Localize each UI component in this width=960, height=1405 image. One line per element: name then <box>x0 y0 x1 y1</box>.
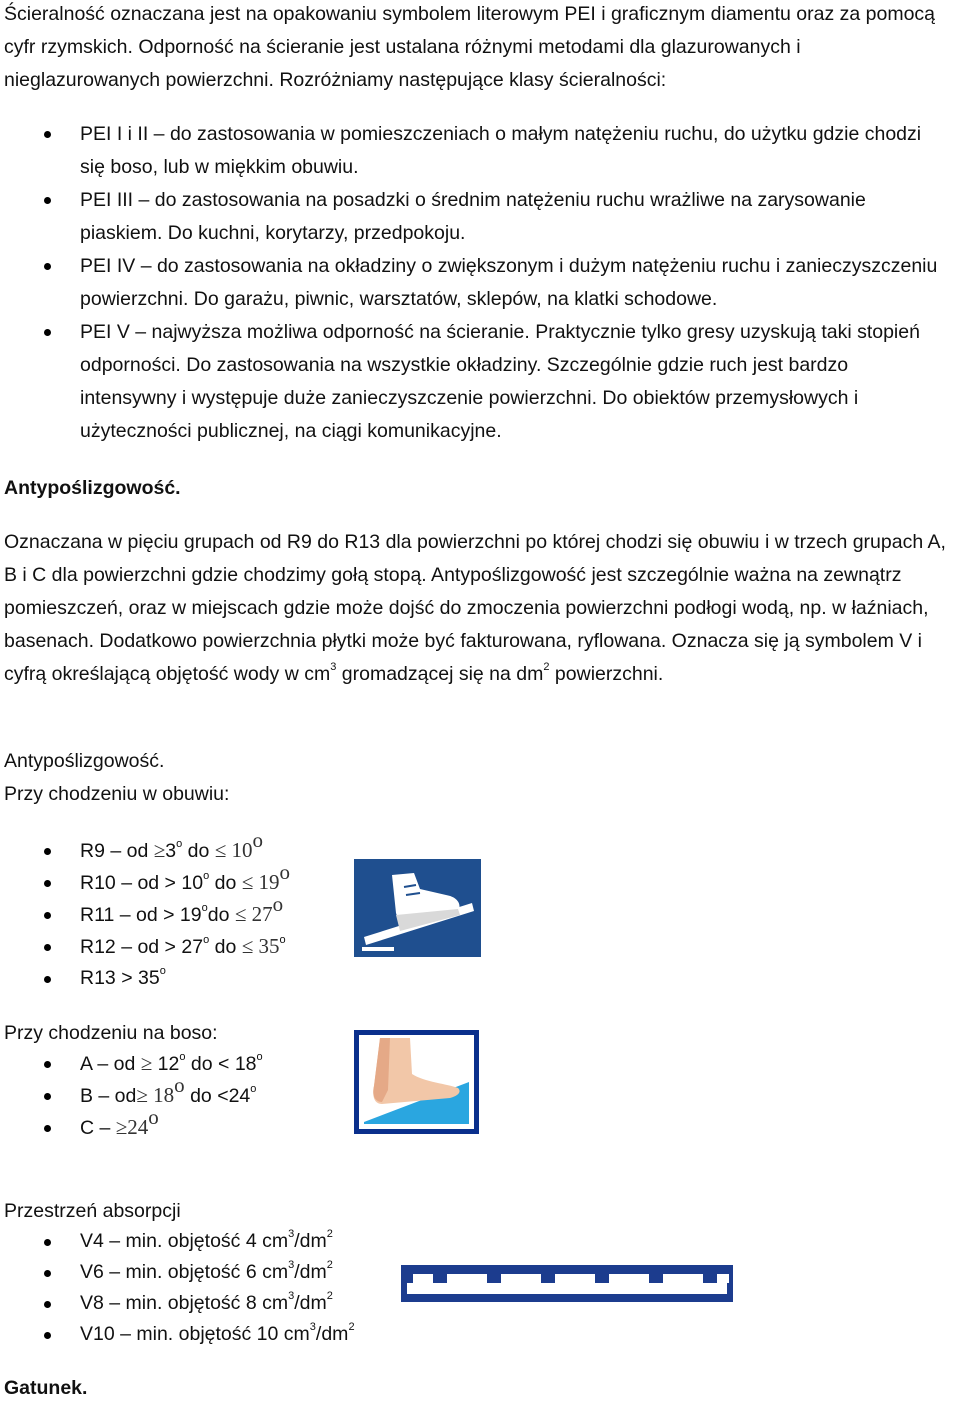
list-item: R11 – od > $19^odo \le 27^o$ <box>0 899 340 931</box>
list-item: R12 – od > $27^o$ do ≤ $35^o$ <box>0 931 340 963</box>
list-item: $R13 > 35^o$ <box>0 963 340 994</box>
section-heading-antislip-2: Antypoślizgowość. <box>4 750 165 772</box>
list-item: V4 – min. objętość 4 $cm^3/dm^2$ <box>0 1226 380 1257</box>
barefoot-label: Przy chodzeniu na boso: <box>4 1022 218 1044</box>
list-item: R9 – od $\ge 3^o$ do ≤ $10^o$ <box>0 835 340 867</box>
antislip-paragraph: Oznaczana w pięciu grupach od R9 do R13 dla powierzchni po której chodzi się obuwiu i w trzech grupach A, B i C dla powierzchni gdzie chodzimy gołą stopą. Antypoślizgowość jest szczególnie ważna na zewnątrz pomieszczeń, oraz w miejscach gdzie może dojść do zmoczenia powierzchni podłogi wodą, np. w łaźniach, basenach. Dodatkowo powierzchnia płytki może być fakturowana, ryflowana. Oznacza się ją symbolem V i cyfrą określającą objętość wody w $cm^3$ gromadzącej się na $dm^2$ powierzchni. <box>4 531 946 685</box>
intro-paragraph: Ścieralność oznaczana jest na opakowaniu symbolem literowym PEI i graficznym diamentu oraz za pomocą cyfr rzymskich. Odporność na ścieranie jest ustalana różnymi metodami dla glazurowanych i nieglazurowanych powierzchni. Rozróżniamy następujące klasy ścieralności: <box>4 3 936 91</box>
surface-texture-icon <box>401 1265 733 1302</box>
shoes-label: Przy chodzeniu w obuwiu: <box>4 783 230 805</box>
r-class-list <box>0 827 340 994</box>
pei-class-list <box>0 118 940 448</box>
list-item: PEI IV – do zastosowania na okładziny o zwiększonym i dużym natężeniu ruchu i zanieczyszczeniu powierzchni. Do garażu, piwnic, warsztatów, sklepów, na klatki schodowe. <box>0 250 940 316</box>
abc-class-list <box>0 1048 340 1144</box>
list-item: PEI V – najwyższa możliwa odporność na ścieranie. Praktycznie tylko gresy uzyskują taki stopień odporności. Do zastosowania na wszystkie okładziny. Szczególnie gdzie ruch jest bardzo intensywny i występuje duże zanieczyszczenie powierzchni. Do obiektów przemysłowych i użyteczności publicznej, na ciągi komunikacyjne. <box>0 316 940 448</box>
list-item: $B - od\ge 18^o$ do $<24^o$ <box>0 1080 340 1112</box>
list-item: PEI I i II – do zastosowania w pomieszczeniach o małym natężeniu ruchu, do użytku gdzie chodzi się boso, lub w miękkim obuwiu. <box>0 118 940 184</box>
list-item: V8 – min. objętość 8 $cm^3/dm^2$ <box>0 1288 380 1319</box>
absorption-label: Przestrzeń absorpcji <box>4 1200 181 1222</box>
section-heading-antislip: Antypoślizgowość. <box>4 477 181 499</box>
section-heading-gatunek: Gatunek. <box>4 1377 88 1399</box>
list-item: V6 – min. objętość 6 $cm^3/dm^2$ <box>0 1257 380 1288</box>
shoe-on-ramp-icon <box>354 859 481 957</box>
list-item: R10 – od > $10^o$ do ≤ $19^o$ <box>0 867 340 899</box>
absorption-list <box>0 1226 380 1350</box>
list-item: PEI III – do zastosowania na posadzki o średnim natężeniu ruchu wrażliwe na zarysowanie piaskiem. Do kuchni, korytarzy, przedpokoju. <box>0 184 940 250</box>
list-item: $C - \ge 24^o$ <box>0 1112 340 1144</box>
list-item: V10 – min. objętość 10 $cm^3/dm^2$ <box>0 1319 380 1350</box>
bare-foot-on-ramp-icon <box>354 1030 479 1134</box>
list-item: A – od ≥ $12^o$ do < $18^o$ <box>0 1048 340 1080</box>
